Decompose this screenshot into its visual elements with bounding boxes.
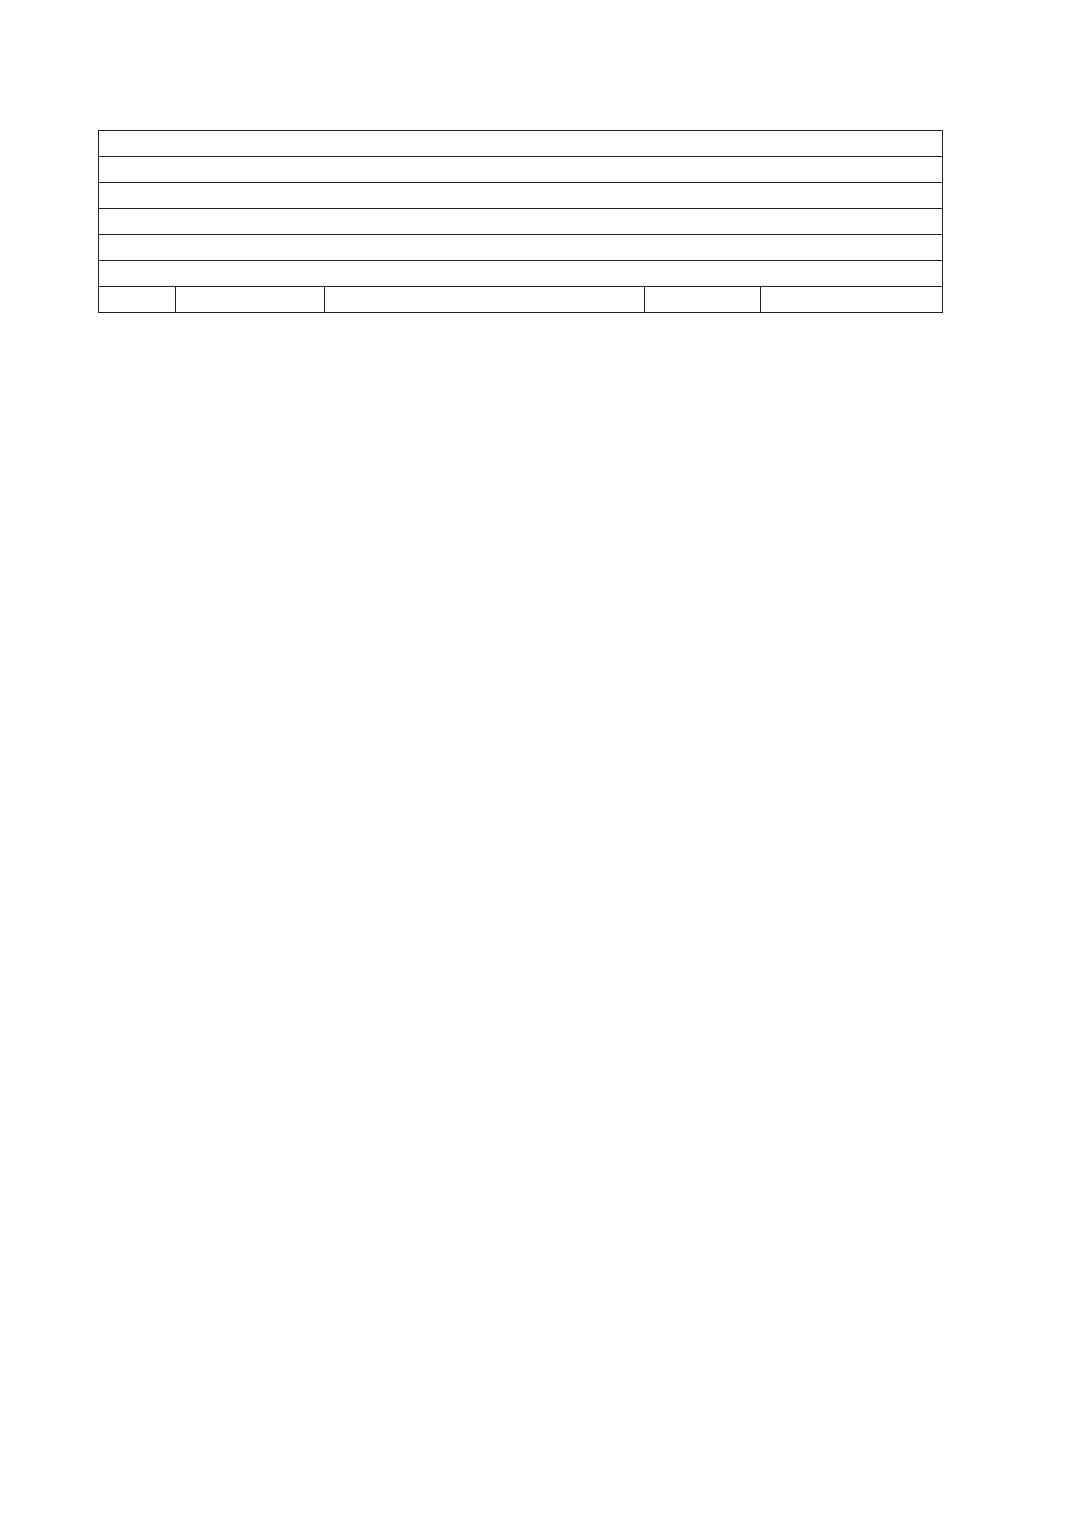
header-no xyxy=(99,287,176,313)
header-team xyxy=(176,287,325,313)
section-title-row xyxy=(99,157,943,183)
blank-row xyxy=(99,131,943,157)
award-title xyxy=(99,235,943,261)
section-title xyxy=(99,157,943,183)
blank-row xyxy=(99,261,943,287)
subsection-title xyxy=(99,183,943,209)
award-title-row xyxy=(99,235,943,261)
column-header-row xyxy=(99,287,943,313)
results-sheet xyxy=(98,130,942,313)
header-teacher xyxy=(761,287,943,313)
results-table xyxy=(98,130,943,313)
subsection-title-row xyxy=(99,183,943,209)
blank-row xyxy=(99,209,943,235)
section-block xyxy=(99,131,943,313)
header-name xyxy=(645,287,761,313)
header-school xyxy=(325,287,645,313)
